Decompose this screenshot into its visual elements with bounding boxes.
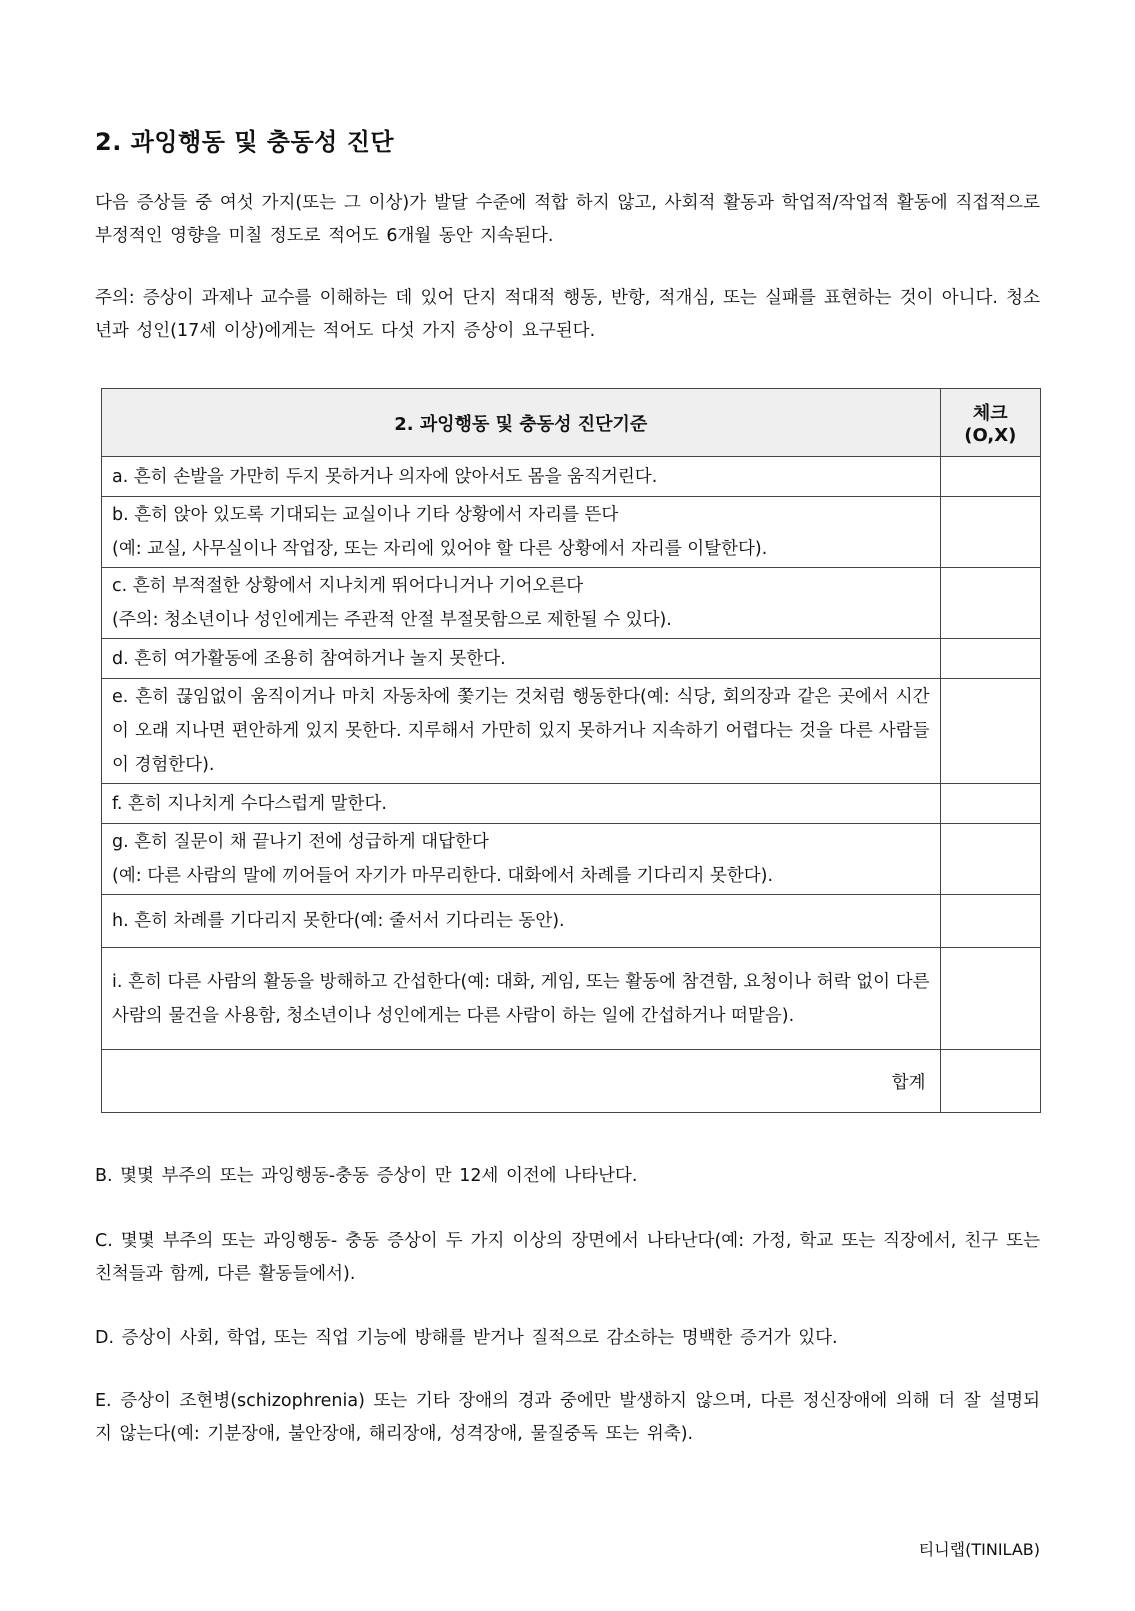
criterion-d: d. 흔히 여가활동에 조용히 참여하거나 놀지 못한다. xyxy=(102,639,941,679)
check-cell-c[interactable] xyxy=(940,568,1040,639)
sum-label: 합계 xyxy=(102,1050,941,1113)
table-row xyxy=(102,824,1041,895)
criterion-B: B. 몇몇 부주의 또는 과잉행동-충동 증상이 만 12세 이전에 나타난다. xyxy=(95,1166,638,1186)
header-item: 2. 과잉행동 및 충동성 진단기준 xyxy=(102,389,941,457)
criterion-h: h. 흔히 차례를 기다리지 못한다(예: 줄서서 기다리는 동안). xyxy=(102,895,941,948)
criterion-e: e. 흔히 끊임없이 움직이거나 마치 자동차에 쫓기는 것처럼 행동한다(예: 식당, 회의장과 같은 곳에서 시간 이 오래 지나면 편안하게 있지 못한다. 지루해서 가만히 있지 못하거나 지속하기 어렵다는 것을 다른 사람들이 경험한다). xyxy=(102,679,941,784)
header-check: 체크(O,X) xyxy=(940,389,1040,457)
check-cell-d[interactable] xyxy=(940,639,1040,679)
check-cell-b[interactable] xyxy=(940,497,1040,568)
note-paragraph: 주의: 증상이 과제나 교수를 이해하는 데 있어 단지 적대적 행동, 반항, 적개심, 또는 실패를 표현하는 것이 아니다. 청소년과 성인(17세 이상)에게는 적어도 다섯 가지 증상이 요구된다. xyxy=(95,288,1040,341)
footer-brand: 티니랩(TINILAB) xyxy=(918,1540,1040,1559)
check-cell-f[interactable] xyxy=(940,784,1040,824)
table-row xyxy=(102,497,1041,568)
table-sum-row xyxy=(102,1050,1041,1113)
table-row xyxy=(102,639,1041,679)
criterion-f: f. 흔히 지나치게 수다스럽게 말한다. xyxy=(102,784,941,824)
criterion-E: E. 증상이 조현병(schizophrenia) 또는 기타 장애의 경과 중에만 발생하지 않으며, 다른 정신장애에 의해 더 잘 설명되지 않는다(예: 기분장애, 불안장애, 해리장애, 성격장애, 물질중독 또는 위축). xyxy=(95,1391,1040,1444)
intro-paragraph: 다음 증상들 중 여섯 가지(또는 그 이상)가 발달 수준에 적합 하지 않고, 사회적 활동과 학업적/작업적 활동에 직접적으로 부정적인 영향을 미칠 정도로 적어도 6개월 동안 지속된다. xyxy=(95,193,1040,246)
check-cell-a[interactable] xyxy=(940,457,1040,497)
check-cell-e[interactable] xyxy=(940,679,1040,784)
criterion-C: C. 몇몇 부주의 또는 과잉행동- 충동 증상이 두 가지 이상의 장면에서 나타난다(예: 가정, 학교 또는 직장에서, 친구 또는 친척들과 함께, 다른 활동들에서). xyxy=(95,1231,1040,1284)
section-title: 2. 과잉행동 및 충동성 진단 xyxy=(95,128,395,156)
table-row xyxy=(102,948,1041,1050)
check-cell-i[interactable] xyxy=(940,948,1040,1050)
table-row xyxy=(102,784,1041,824)
criterion-a: a. 흔히 손발을 가만히 두지 못하거나 의자에 앉아서도 몸을 움직거린다. xyxy=(102,457,941,497)
check-cell-g[interactable] xyxy=(940,824,1040,895)
criteria-table xyxy=(101,388,1041,1113)
criterion-D: D. 증상이 사회, 학업, 또는 직업 기능에 방해를 받거나 질적으로 감소하는 명백한 증거가 있다. xyxy=(95,1328,838,1348)
table-row xyxy=(102,679,1041,784)
criterion-i: i. 흔히 다른 사람의 활동을 방해하고 간섭한다(예: 대화, 게임, 또는 활동에 참견함, 요청이나 허락 없이 다른 사람의 물건을 사용함, 청소년이나 성인에게는 다른 사람이 하는 일에 간섭하거나 떠맡음). xyxy=(102,948,941,1050)
table-row xyxy=(102,568,1041,639)
check-cell-h[interactable] xyxy=(940,895,1040,948)
table-row xyxy=(102,457,1041,497)
criterion-b: b. 흔히 앉아 있도록 기대되는 교실이나 기타 상황에서 자리를 뜬다 (예: 교실, 사무실이나 작업장, 또는 자리에 있어야 할 다른 상황에서 자리를 이탈한다). xyxy=(102,497,941,568)
table-header-row xyxy=(102,389,1041,457)
table-row xyxy=(102,895,1041,948)
sum-value-cell[interactable] xyxy=(940,1050,1040,1113)
criterion-c: c. 흔히 부적절한 상황에서 지나치게 뛰어다니거나 기어오른다 (주의: 청소년이나 성인에게는 주관적 안절 부절못함으로 제한될 수 있다). xyxy=(102,568,941,639)
criterion-g: g. 흔히 질문이 채 끝나기 전에 성급하게 대답한다 (예: 다른 사람의 말에 끼어들어 자기가 마무리한다. 대화에서 차례를 기다리지 못한다). xyxy=(102,824,941,895)
